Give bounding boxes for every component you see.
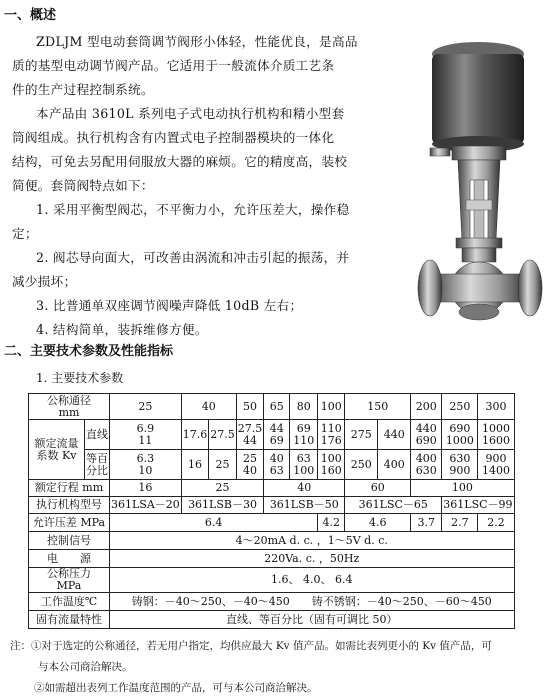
power-cell: 220Va. c. ，50Hz [110,550,515,568]
para2-line1: 本产品由 3610L 系列电子式电动执行机构和精小型套 [36,106,345,121]
kv-cell: 100 160 [318,450,345,480]
para2-line2: 筒阀组成。执行机构含有内置式电子控制器模块的一体化 [12,130,335,145]
dp-cell: 4.2 [318,514,345,532]
dn-cell: 65 [264,394,290,420]
dn-cell: 150 [345,394,411,420]
kv-cell: 400 [378,450,411,480]
signal-label-cell: 控制信号 [29,532,110,550]
kv-cell: 110 176 [318,420,345,450]
dp-cell: 2.2 [478,514,514,532]
dp-cell: 6.4 [110,514,318,532]
linear-label-cell: 直线 [85,420,110,450]
dp-cell: 3.7 [411,514,442,532]
note-1: 注：①对于选定的公称通径，若无用户指定，均供应最大 Kv 值产品。如需比表列更小的 Kv 值产品，可 [10,640,492,652]
kv-cell: 25 40 [236,450,264,480]
kv-label-cell: 额定流量 系数 Kv [29,420,85,480]
actuator-cell: 361LSC－65 [345,497,442,514]
feature-4: 4. 结构简单，装拆维修方便。 [36,322,208,337]
actuator-label-cell: 执行机构型号 [29,497,110,514]
kv-cell: 900 1400 [478,450,514,480]
dp-label-cell: 允许压差 MPa [29,514,110,532]
stroke-cell: 40 [264,480,345,497]
table-row-kv-equal [29,450,515,480]
kv-cell: 16 [181,450,209,480]
table-row-dn [29,394,515,420]
stroke-label-cell: 额定行程 mm [29,480,110,497]
kv-cell: 69 110 [290,420,318,450]
table-row-temp [29,593,515,611]
para2-line3: 结构，可免去另配用伺服放大器的麻烦。它的精度高，装校 [12,154,348,169]
kv-cell: 40 63 [264,450,290,480]
pn-cell: 1.6、 4.0、 6.4 [110,568,515,593]
dn-cell: 100 [318,394,345,420]
dn-cell: 50 [236,394,264,420]
pn-label-cell: 公称压力 MPa [29,568,110,593]
char-label-cell: 固有流量特性 [29,611,110,629]
note-1-cont: 与本公司商洽解决。 [38,661,133,673]
kv-cell: 630 900 [442,450,478,480]
dn-cell: 250 [442,394,478,420]
temp-cell: 铸钢：－40～250、－40～450 铸不锈钢：－40～250、－60～450 [110,593,515,611]
table-row-power [29,550,515,568]
kv-cell: 690 1000 [442,420,478,450]
dn-cell: 200 [411,394,442,420]
para1-line2: 质的基型电动调节阀产品。它适用于一般流体介质工艺条 [12,58,335,73]
table-row-kv-linear [29,420,515,450]
feature-3: 3. 比普通单双座调节阀噪声降低 10dB 左右； [36,298,303,313]
dp-cell: 2.7 [442,514,478,532]
kv-cell: 44 69 [264,420,290,450]
char-cell: 直线、等百分比（固有可调比 50） [110,611,515,629]
dp-cell: 4.6 [345,514,411,532]
table-row-dp [29,514,515,532]
kv-cell: 440 690 [411,420,442,450]
feature-2: 2. 阀芯导向面大，可改善由涡流和冲击引起的振荡，并 [36,250,350,265]
kv-cell: 400 630 [411,450,442,480]
dn-cell: 25 [110,394,182,420]
stroke-cell: 100 [411,480,514,497]
valve-product-image [400,40,552,330]
kv-cell: 6.3 10 [110,450,182,480]
para1-line1: ZDLJM 型电动套筒调节阀形小体轻，性能优良，是高品 [36,34,358,49]
equal-label-cell: 等百 分比 [85,450,110,480]
para1-line3: 件的生产过程控制系统。 [12,82,154,97]
kv-cell: 25 [209,450,237,480]
kv-cell: 17.6 [181,420,209,450]
section-heading-specs: 二、主要技术参数及性能指标 [4,344,174,359]
temp-label-cell: 工作温度℃ [29,593,110,611]
section-heading-overview: 一、概述 [4,8,57,23]
table-row-actuator [29,497,515,514]
kv-cell: 27.5 [209,420,237,450]
kv-cell: 27.5 44 [236,420,264,450]
kv-cell: 63 100 [290,450,318,480]
signal-cell: 4～20mA d. c. ，1～5V d. c. [110,532,515,550]
para2-line4: 简便。套筒阀特点如下： [12,178,154,193]
actuator-cell: 361LSA－20 [110,497,182,514]
feature-2-cont: 减少损坏； [12,274,77,289]
feature-1-cont: 定； [12,226,38,241]
kv-cell: 1000 1600 [478,420,514,450]
stroke-cell: 16 [110,480,182,497]
kv-cell: 250 [345,450,378,480]
note-2: ②如需超出表列工作温度范围的产品，可与本公司商洽解决。 [34,682,318,694]
actuator-cell: 361LSB－30 [181,497,264,514]
dn-cell: 300 [478,394,514,420]
dn-cell: 80 [290,394,318,420]
power-label-cell: 电 源 [29,550,110,568]
stroke-cell: 60 [345,480,411,497]
spec-table [28,393,515,629]
table-row-characteristic [29,611,515,629]
table-row-stroke [29,480,515,497]
dn-label-cell: 公称通径 mm [29,394,110,420]
kv-cell: 6.9 11 [110,420,182,450]
actuator-cell: 361LSC－99 [442,497,514,514]
stroke-cell: 25 [181,480,264,497]
actuator-cell: 361LSB－50 [264,497,345,514]
kv-cell: 440 [378,420,411,450]
table-row-pn [29,568,515,593]
dn-cell: 40 [181,394,236,420]
kv-cell: 275 [345,420,378,450]
feature-1: 1. 采用平衡型阀芯，不平衡力小，允许压差大，操作稳 [36,202,350,217]
sub-heading-main-params: 1. 主要技术参数 [36,371,124,385]
table-row-signal [29,532,515,550]
